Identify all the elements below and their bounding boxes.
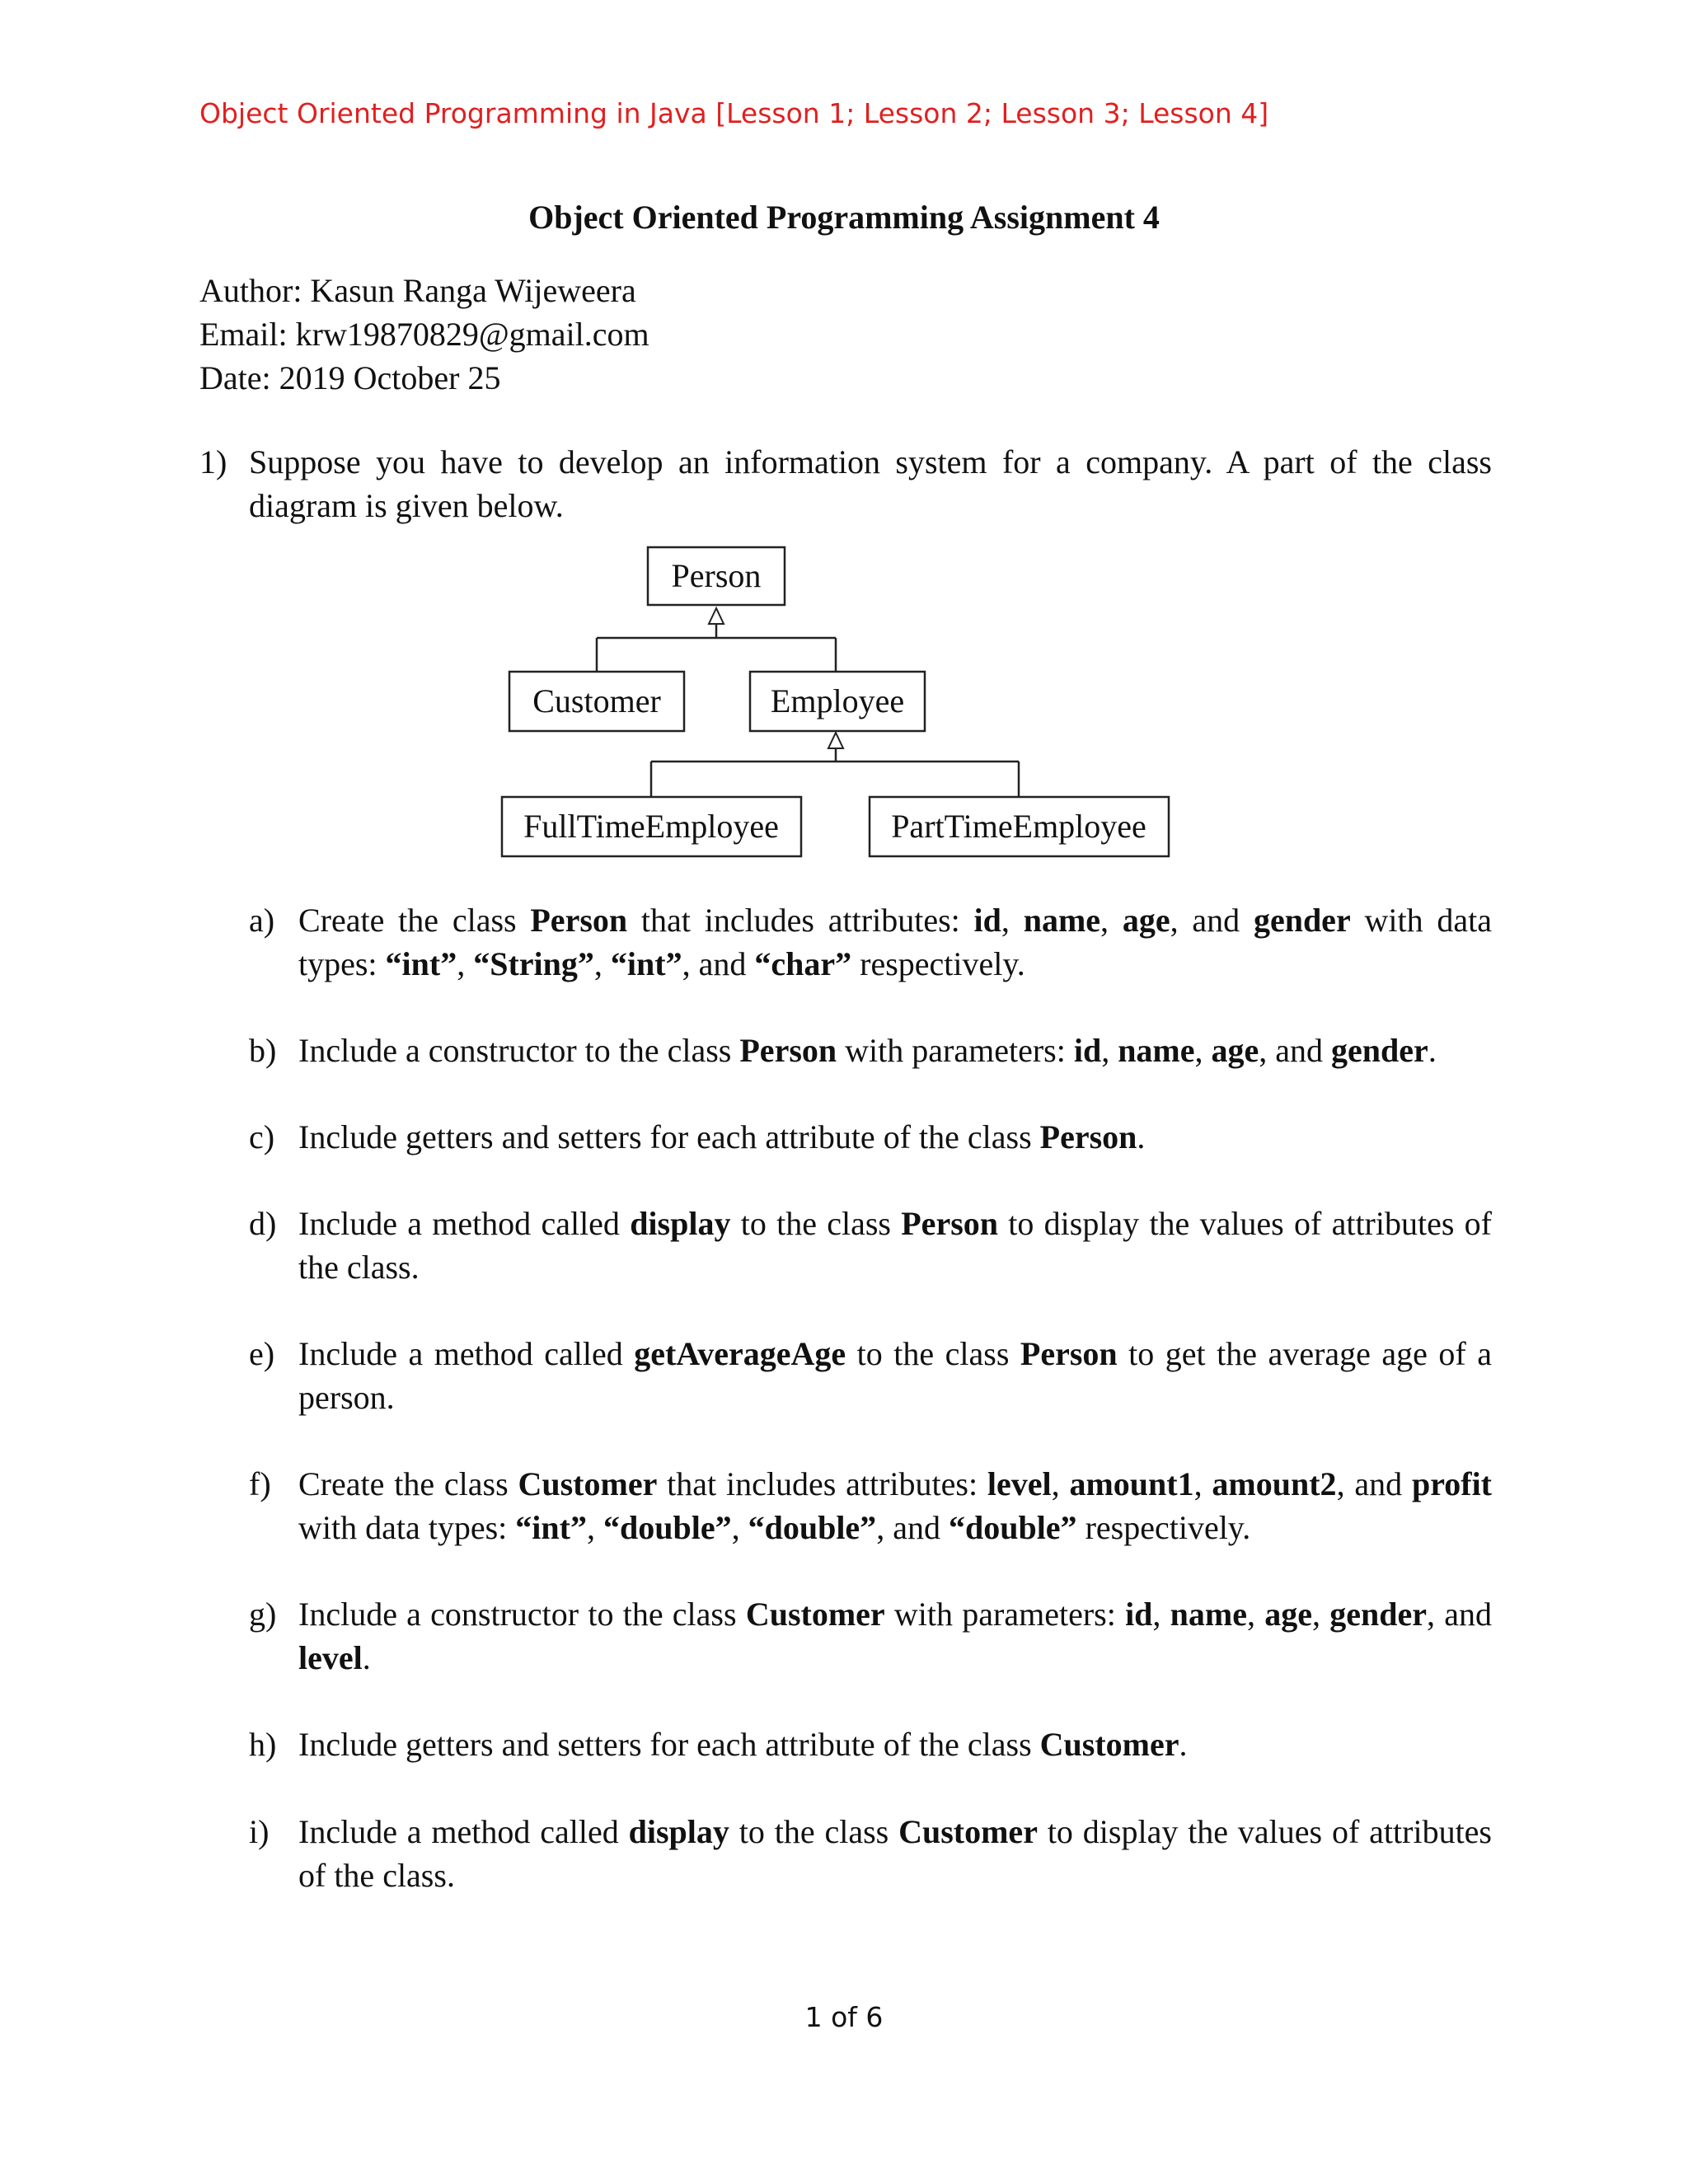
text-run: that includes attributes:: [627, 902, 974, 939]
task-item-b: [249, 1029, 1492, 1072]
bold-term: “int”: [515, 1509, 587, 1546]
bold-term: gender: [1253, 902, 1351, 939]
bold-term: amount1: [1069, 1465, 1194, 1502]
task-label: g): [249, 1596, 277, 1633]
text-run: with parameters:: [884, 1596, 1126, 1633]
email-line: Email: krw19870829@gmail.com: [199, 316, 649, 353]
task-text: [298, 1115, 1492, 1159]
text-run: to the class: [846, 1335, 1020, 1372]
text-run: ,: [1152, 1596, 1170, 1633]
bold-term: age: [1264, 1596, 1313, 1633]
text-run: Include getters and setters for each attribute of the class: [298, 1726, 1040, 1763]
text-run: ,: [1312, 1596, 1330, 1633]
text-run: ,: [1001, 902, 1024, 939]
text-run: Include a constructor to the class: [298, 1596, 746, 1633]
bold-term: display: [630, 1205, 731, 1242]
bold-term: gender: [1331, 1032, 1428, 1069]
text-run: .: [1137, 1118, 1146, 1155]
task-label: a): [249, 902, 275, 939]
task-label: c): [249, 1118, 275, 1155]
task-text: [298, 1722, 1492, 1766]
person-label: Person: [671, 557, 762, 594]
bold-term: amount2: [1212, 1465, 1337, 1502]
bold-term: Person: [739, 1032, 837, 1069]
text-run: ,: [1193, 1465, 1212, 1502]
text-run: ,: [1194, 1032, 1212, 1069]
text-run: respectively.: [1076, 1509, 1251, 1546]
bold-term: id: [1073, 1032, 1102, 1069]
text-run: ,: [593, 945, 611, 982]
text-run: , and: [1170, 902, 1254, 939]
bold-term: gender: [1329, 1596, 1428, 1633]
bold-term: display: [628, 1813, 729, 1850]
text-run: ,: [586, 1509, 603, 1546]
task-item-h: [249, 1722, 1492, 1766]
task-text: [298, 1810, 1492, 1897]
task-text: [298, 1202, 1492, 1289]
parttime-employee-label: PartTimeEmployee: [891, 808, 1146, 845]
task-item-i: [249, 1810, 1492, 1897]
task-item-g: [249, 1592, 1492, 1680]
document-header: Object Oriented Programming in Java [Lesson 1; Lesson 2; Lesson 3; Lesson 4]: [199, 97, 1269, 129]
task-label: d): [249, 1205, 277, 1242]
text-run: ,: [1101, 1032, 1118, 1069]
text-run: Include a constructor to the class: [298, 1032, 740, 1069]
text-run: with data types:: [298, 1509, 516, 1546]
author-line: Author: Kasun Ranga Wijeweera: [199, 272, 636, 309]
text-run: , and: [876, 1509, 949, 1546]
text-run: that includes attributes:: [657, 1465, 987, 1502]
task-text: [298, 1029, 1492, 1072]
text-run: Include a method called: [298, 1205, 631, 1242]
task-label: b): [249, 1032, 277, 1069]
bold-term: profit: [1411, 1465, 1492, 1502]
text-run: to get the average age of a person.: [298, 1335, 1493, 1416]
bold-term: age: [1122, 902, 1170, 939]
text-run: Include a method called: [298, 1813, 629, 1850]
question-text: Suppose you have to develop an information system for a company. A part of the class diagram is given below.: [249, 443, 1492, 524]
text-run: ,: [731, 1509, 748, 1546]
bold-term: name: [1170, 1596, 1247, 1633]
bold-term: Person: [1039, 1118, 1137, 1155]
text-run: , and: [1427, 1596, 1493, 1633]
date-line: Date: 2019 October 25: [199, 359, 501, 396]
text-run: respectively.: [851, 945, 1025, 982]
bold-term: age: [1211, 1032, 1259, 1069]
bold-term: “double”: [948, 1509, 1077, 1546]
task-label: e): [249, 1335, 275, 1372]
bold-term: level: [987, 1465, 1052, 1502]
text-run: Create the class: [298, 902, 531, 939]
task-item-d: [249, 1202, 1492, 1289]
bold-term: “double”: [603, 1509, 732, 1546]
task-label: i): [249, 1813, 270, 1850]
task-item-c: [249, 1115, 1492, 1159]
class-diagram: [0, 0, 1688, 907]
text-run: to display the values of attributes of the class.: [298, 1205, 1493, 1286]
text-run: with parameters:: [837, 1032, 1074, 1069]
task-label: f): [249, 1465, 271, 1502]
text-run: to the class: [729, 1813, 899, 1850]
text-run: Include getters and setters for each attribute of the class: [298, 1118, 1040, 1155]
bold-term: “int”: [610, 945, 682, 982]
text-run: ,: [457, 945, 474, 982]
employee-label: Employee: [770, 682, 905, 719]
fulltime-employee-label: FullTimeEmployee: [523, 808, 779, 845]
text-run: ,: [1247, 1596, 1265, 1633]
bold-term: id: [973, 902, 1001, 939]
bold-term: Customer: [745, 1596, 885, 1633]
bold-term: Customer: [1039, 1726, 1179, 1763]
text-run: Include a method called: [298, 1335, 635, 1372]
question-number: 1): [199, 443, 227, 480]
text-run: with data types:: [298, 902, 1493, 982]
text-run: .: [1179, 1726, 1188, 1763]
text-run: .: [362, 1639, 371, 1676]
page-title: Object Oriented Programming Assignment 4: [528, 199, 1160, 236]
bold-term: name: [1118, 1032, 1195, 1069]
bold-term: name: [1023, 902, 1101, 939]
task-item-f: [249, 1462, 1492, 1549]
text-run: .: [1428, 1032, 1437, 1069]
page-number: 1 of 6: [804, 2001, 884, 2033]
bold-term: “char”: [754, 945, 852, 982]
bold-term: id: [1125, 1596, 1153, 1633]
text-run: Create the class: [298, 1465, 518, 1502]
text-run: , and: [1259, 1032, 1332, 1069]
bold-term: Person: [1020, 1335, 1118, 1372]
bold-term: Customer: [518, 1465, 658, 1502]
bold-term: level: [298, 1639, 363, 1676]
task-text: [298, 1462, 1492, 1549]
task-text: [298, 1332, 1492, 1419]
task-label: h): [249, 1726, 277, 1763]
bold-term: “String”: [473, 945, 594, 982]
task-item-e: [249, 1332, 1492, 1419]
bold-term: Customer: [898, 1813, 1038, 1850]
task-text: [298, 1592, 1492, 1680]
text-run: ,: [1051, 1465, 1070, 1502]
text-run: to display the values of attributes of the class.: [298, 1813, 1492, 1894]
task-item-a: [249, 898, 1492, 986]
employee-inheritance-arrow-icon: [828, 733, 843, 748]
bold-term: “double”: [748, 1509, 877, 1546]
text-run: , and: [1336, 1465, 1412, 1502]
text-run: to the class: [730, 1205, 902, 1242]
task-text: [298, 898, 1492, 986]
bold-term: “int”: [385, 945, 457, 982]
bold-term: Person: [530, 902, 628, 939]
person-inheritance-arrow-icon: [709, 608, 724, 624]
text-run: , and: [682, 945, 755, 982]
bold-term: getAverageAge: [634, 1335, 846, 1372]
bold-term: Person: [901, 1205, 999, 1242]
text-run: ,: [1100, 902, 1123, 939]
customer-label: Customer: [532, 682, 661, 719]
